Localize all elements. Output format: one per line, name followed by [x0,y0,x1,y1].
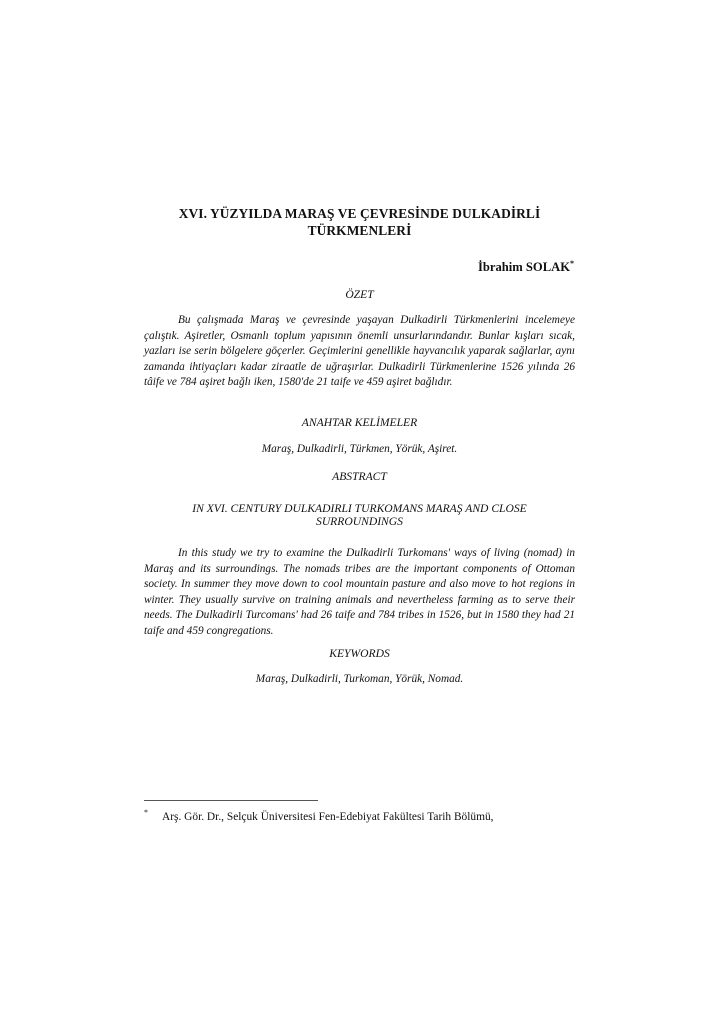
abstract-title-line-1: IN XVI. CENTURY DULKADIRLI TURKOMANS MARAŞ AND CLOSE [192,502,527,515]
keywords-text: Maraş, Dulkadirli, Turkoman, Yörük, Nomad. [255,673,464,685]
footnote-text: Arş. Gör. Dr., Selçuk Üniversitesi Fen-Edebiyat Fakültesi Tarih Bölümü, [162,811,494,823]
footnote-mark: * [144,808,148,817]
paper-title-line-2: TÜRKMENLERİ [307,223,412,238]
author-footnote-mark: * [570,259,574,268]
paper-title-line-1: XVI. YÜZYILDA MARAŞ VE ÇEVRESİNDE DULKADİRLİ [178,206,541,221]
author-name: İbrahim SOLAK [477,260,570,274]
paper-title [144,205,575,239]
anahtar-kelimeler-heading: ANAHTAR KELİMELER [301,416,418,429]
author [478,256,574,275]
abstract-title-line-2: SURROUNDINGS [316,515,403,528]
keywords-heading: KEYWORDS [329,647,390,660]
ozet-paragraph: Bu çalışmada Maraş ve çevresinde yaşayan Dulkadirli Türkmenlerini incelemeye çalıştık. Aşiretler, Osmanlı toplum yapısının önemli unsurlarındandır. Bunlar kışları sıcak, yazları ise serin bölgelere göçerler. Geçimlerini genellikle hayvancılık yaparak sağlarlar, aynı zamanda ihtiyaçları kadar ziraatle de uğraşırlar. Dulkadirli Türkmenlerine 1526 yılında 26 tâife ve 784 aşiret bağlı iken, 1580'de 21 taife ve 459 aşiret bağlıdır. [144,314,575,388]
footnote-divider [144,800,318,801]
abstract-paragraph: In this study we try to examine the Dulkadirli Turkomans' ways of living (nomad) in Maraş and its surroundings. The nomads tribes are the important components of Ottoman society. In summer they move down to cool mountain pasture and also move to hot regions in winter. They usually survive on training animals and nevertheless farming as to serve their needs. The Dulkadirli Turcomans' had 26 taife and 784 tribes in 1526, but in 1580 they had 21 taife and 459 congregations. [144,547,575,637]
ozet-heading: ÖZET [345,288,374,301]
abstract-heading: ABSTRACT [332,470,387,483]
anahtar-kelimeler-text: Maraş, Dulkadirli, Türkmen, Yörük, Aşiret. [261,443,458,455]
footnote [144,806,584,824]
abstract-title [144,502,575,528]
